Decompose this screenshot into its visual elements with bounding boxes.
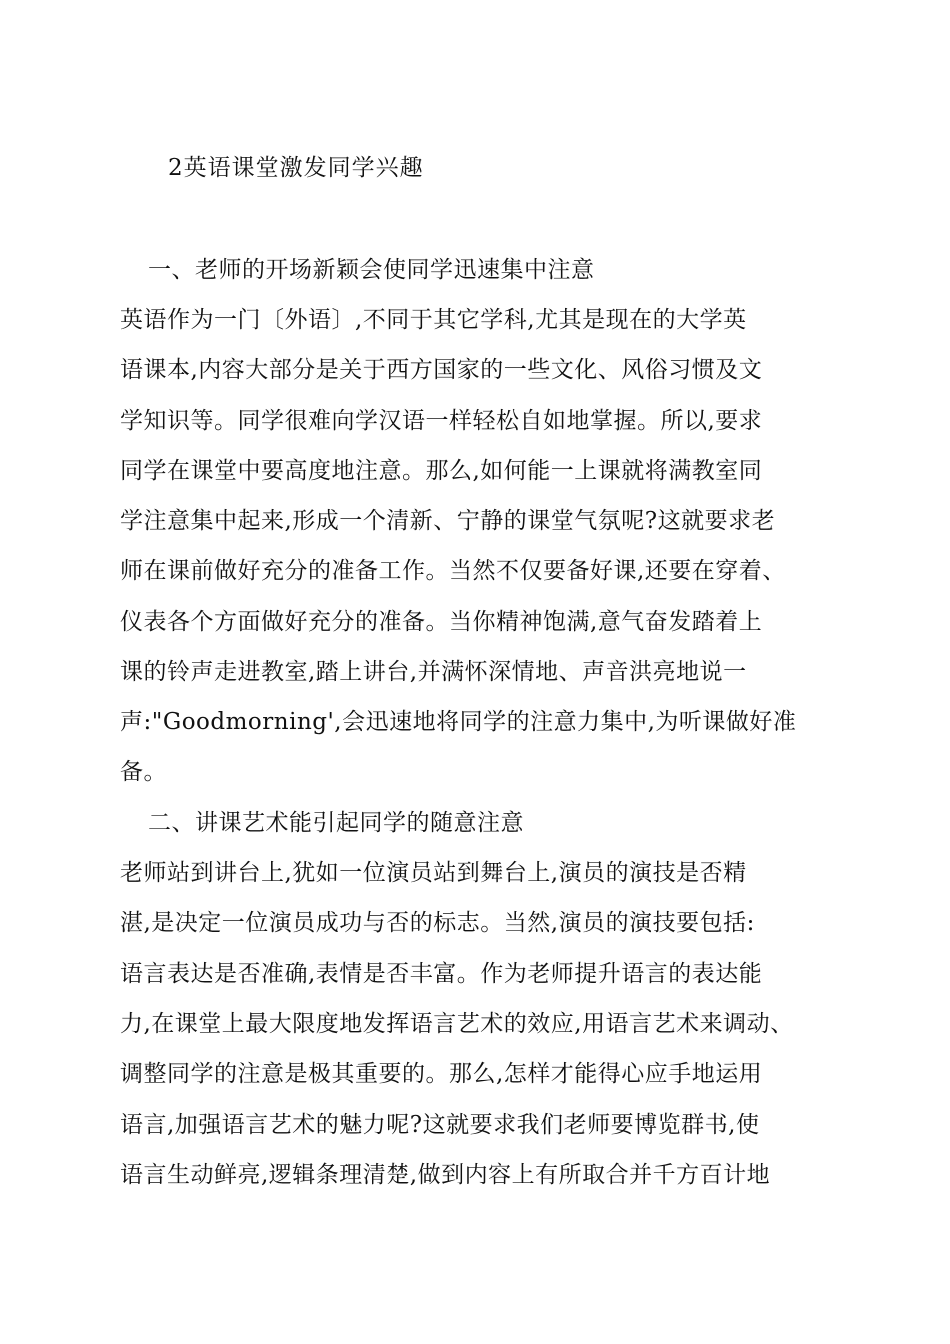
paragraph-line: 力,在课堂上最大限度地发挥语言艺术的效应,用语言艺术来调动、	[120, 1011, 794, 1037]
paragraph-line: 备。	[120, 759, 167, 785]
paragraph-line: 语言,加强语言艺术的魅力呢?这就要求我们老师要博览群书,使	[120, 1112, 760, 1138]
paragraph-line: 仪表各个方面做好充分的准备。当你精神饱满,意气奋发踏着上	[120, 609, 763, 635]
paragraph-line: 老师站到讲台上,犹如一位演员站到舞台上,演员的演技是否精	[120, 860, 747, 886]
paragraph-line: 湛,是决定一位演员成功与否的标志。当然,演员的演技要包括:	[120, 910, 755, 936]
section-heading-2: 二、讲课艺术能引起同学的随意注意	[148, 810, 524, 836]
paragraph-line: 学注意集中起来,形成一个清新、宁静的课堂气氛呢?这就要求老	[120, 508, 776, 534]
document-title: 2英语课堂激发同学兴趣	[168, 155, 424, 181]
paragraph-line: 语课本,内容大部分是关于西方国家的一些文化、风俗习惯及文	[120, 357, 763, 383]
paragraph-line: 调整同学的注意是极其重要的。那么,怎样才能得心应手地运用	[120, 1061, 763, 1087]
section-heading-1: 一、老师的开场新颖会使同学迅速集中注意	[148, 257, 595, 283]
paragraph-line: 英语作为一门〔外语〕,不同于其它学科,尤其是现在的大学英	[120, 307, 747, 333]
paragraph-line: 语言生动鲜亮,逻辑条理清楚,做到内容上有所取合并千方百计地	[120, 1162, 771, 1188]
paragraph-line: 同学在课堂中要高度地注意。那么,如何能一上课就将满教室同	[120, 458, 763, 484]
paragraph-line: 课的铃声走进教室,踏上讲台,并满怀深情地、声音洪亮地说一	[120, 659, 747, 685]
paragraph-line: 语言表达是否准确,表情是否丰富。作为老师提升语言的表达能	[120, 961, 763, 987]
paragraph-line: 声:"Goodmorning',会迅速地将同学的注意力集中,为听课做好准	[120, 709, 797, 735]
paragraph-line: 学知识等。同学很难向学汉语一样轻松自如地掌握。所以,要求	[120, 408, 763, 434]
paragraph-line: 师在课前做好充分的准备工作。当然不仅要备好课,还要在穿着、	[120, 558, 786, 584]
